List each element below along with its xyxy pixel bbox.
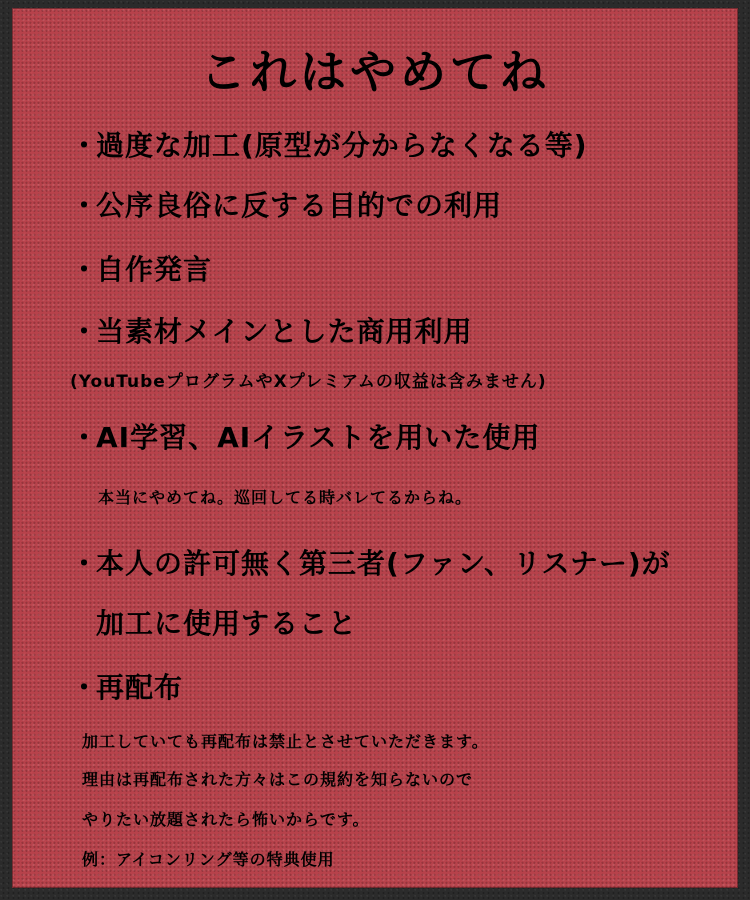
commercial-note: (YouTubeプログラムやXプレミアムの収益は含みません): [70, 372, 547, 392]
rules-panel: [12, 8, 738, 888]
redistribution-note-line: 加工していても再配布は禁止とさせていただきます。: [82, 732, 489, 751]
redistribution-note-line: やりたい放題されたら怖いからです。: [82, 810, 370, 829]
rule-text: 再配布: [96, 671, 184, 704]
bullet-icon: ・: [70, 129, 100, 162]
rule-item: [70, 314, 472, 350]
bullet-icon: ・: [70, 189, 100, 222]
bullet-icon: ・: [70, 315, 100, 348]
rule-text: 当素材メインとした商用利用: [96, 315, 473, 348]
rule-text-continuation: 加工に使用すること: [96, 607, 358, 640]
rule-item: [70, 420, 540, 456]
redistribution-note-line: 例：アイコンリング等の特典使用: [82, 850, 335, 869]
redistribution-note-line: 理由は再配布された方々はこの規約を知らないので: [82, 770, 474, 789]
bullet-icon: ・: [70, 253, 100, 286]
bullet-icon: ・: [70, 671, 100, 704]
ai-note: 本当にやめてね。巡回してる時バレてるからね。: [98, 488, 473, 507]
rule-text: AI学習、AIイラストを用いた使用: [96, 421, 541, 454]
rule-text: 過度な加工(原型が分からなくなる等): [96, 129, 588, 162]
bullet-icon: ・: [70, 547, 100, 580]
rule-item: [70, 252, 212, 288]
rule-item: [70, 188, 502, 224]
bullet-icon: ・: [70, 421, 100, 454]
rule-text: 本人の許可無く第三者(ファン、リスナー)が: [96, 547, 671, 580]
rule-text: 自作発言: [96, 253, 213, 286]
rule-item: [70, 546, 671, 582]
rule-item: [70, 670, 183, 706]
rule-text: 公序良俗に反する目的での利用: [96, 189, 503, 222]
rule-item: [70, 128, 588, 164]
page-title: これはやめてね: [200, 45, 550, 99]
